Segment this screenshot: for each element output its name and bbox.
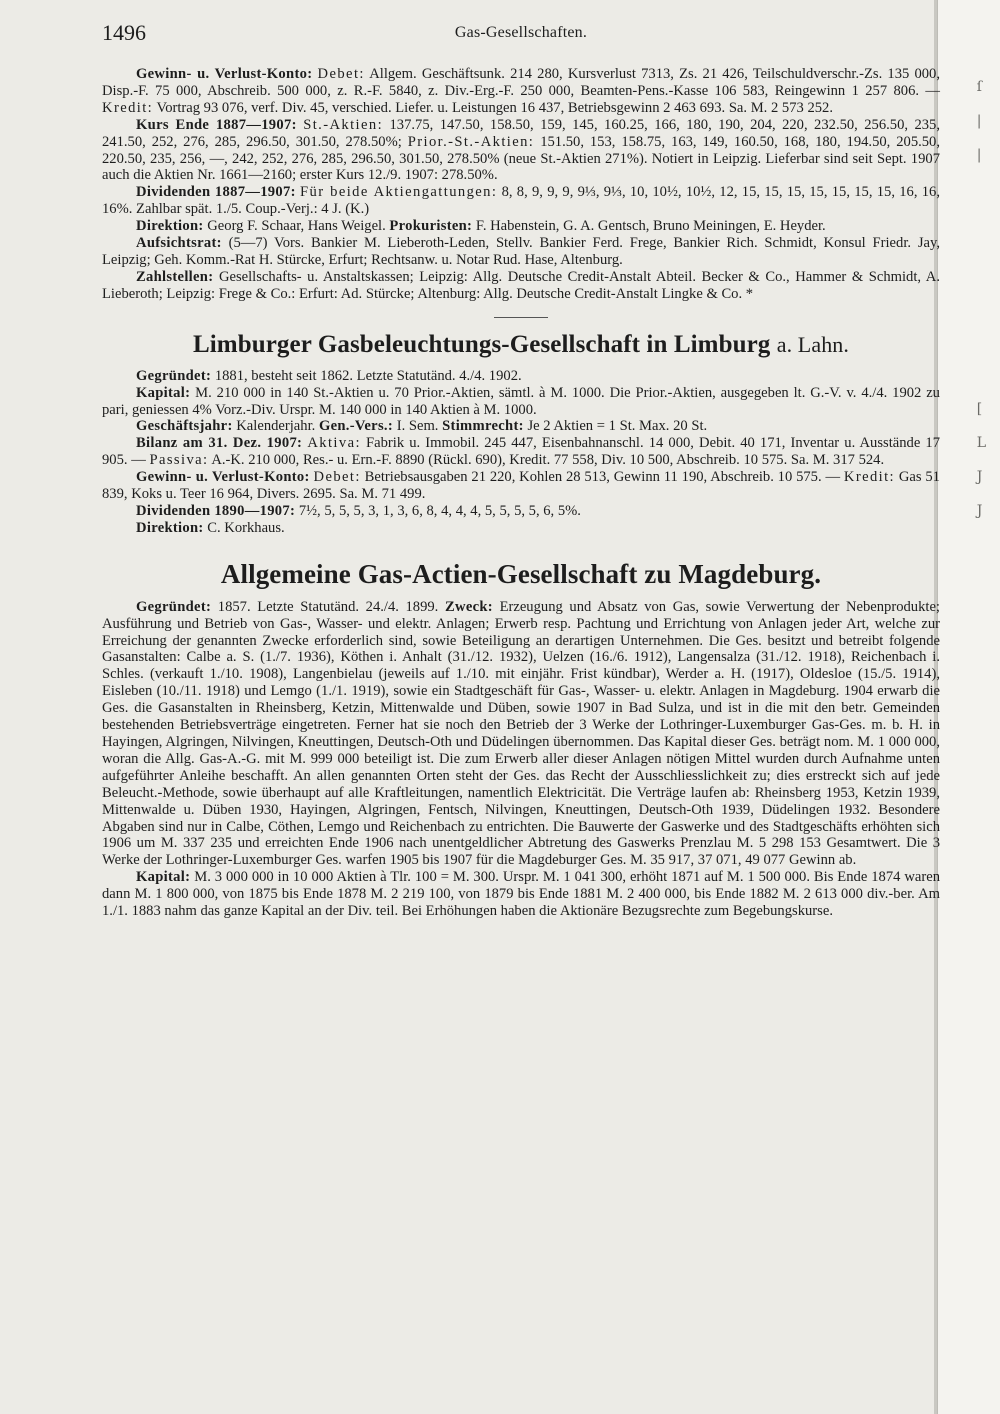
label: Kapital: xyxy=(136,869,191,886)
section1-aufsichtsrat xyxy=(102,235,940,269)
text: Erzeugung und Absatz von Gas, sowie Verwertung der Nebenprodukte; Ausführung und Betrieb von Gas-, Wasser- und elektr. Anlagen; Erwerb resp. Pachtung und Errichtung von Anlagen jeder Art, welche zur Erreichung der genannten Zwecke erforderlich sind, sowie Beteiligung an derartigen Unternehmen. Die Ges. besitzt und betreibt folgende Gasanstalten: Calbe a. S. (1./7. 1936), Köthen i. Anhalt (31./12. 1932), Uelzen (16./6. 1912), Langensalza (31./12. 1918), Reichenbach i. Schles. (verkauft 1./10. 1908), Langenbielau (jeweils auf 1./10. mit einjähr. Frist kündbar), Werder a. H. (1917), Oldesloe (15./5. 1914), Eisleben (10./11. 1918) und Lemgo (1./1. 1919), sowie ein Stadtgeschäft für Gas-, Wasser- u. elektr. Anlagen in Magdeburg. 1904 erwarb die Ges. die Gasanstalten in Rheinsberg, Ketzin, Mittenwalde und Düben, sowie 1907 in Bad Sulza, und ist in die mit den betr. Gemeinden bestehenden Betriebsverträge eingetreten. Ferner hat sie noch den Betrieb der 3 Werke der Lothringer-Luxemburger Gas-Ges. m. b. H. in Hayingen, Algringen, Nilvingen, Kneuttingen, Deutsch-Oth und Düdelingen übernommen. Das Kapital dieser Ges. beträgt nom. M. 1 000 000, woran die Allg. Gas-A.-G. mit M. 999 000 beteiligt ist. Die zum Erwerb aller dieser Anlagen nötigen Mittel wurden durch Aufnahme unten aufgeführter Anleihe beschafft. An allen genannten Orten steht der Ges. das Recht der Ausschliesslichkeit zu; dies erstreckt sich auf jede Beleucht.-Methode, sowie überhaupt auf alle Kraftleitungen, namentlich Elektricität. Die Verträge laufen ab: Rheinsberg 1953, Ketzin 1939, Mittenwalde u. Düben 1930, Hayingen, Algringen, Fentsch, Nilvingen, Kneuttingen, Deutsch-Oth 1939, Düdelingen 1932. Besondere Abgaben sind nur in Calbe, Cöthen, Lemgo und Reichenbach zu entrichten. Die Bauwerte der Gaswerke und des Stadtgeschäfts erhöhten sich 1906 um M. 337 235 und erreichten Ende 1906 nach unentgeldlicher Abtretung des Gaswerks Prenzlau M. 5 298 153 Gesamtwert. Die 3 Werke der Lothringer-Luxemburger Ges. warfen 1905 bis 1907 für die Magdeburger Ges. M. 35 917, 37 071, 49 077 Gewinn ab. xyxy=(102,598,940,869)
label: Aufsichtsrat: xyxy=(136,235,222,252)
text: Vortrag 93 076, verf. Div. 45, verschied. Liefer. u. Leistungen 16 437, Betriebsgewinn 2 463 693. Sa. M. 2 573 252. xyxy=(156,99,834,116)
margin-mark: [ xyxy=(976,401,983,417)
label: Dividenden 1890—1907: xyxy=(136,502,296,519)
page-body xyxy=(102,66,940,920)
label-kredit: Kredit: xyxy=(102,99,154,116)
label: Gewinn- u. Verlust-Konto: xyxy=(136,66,313,82)
section2-kapital xyxy=(102,385,940,419)
label-debet: Debet: xyxy=(317,66,365,82)
text: (5—7) Vors. Bankier M. Lieberoth-Leden, Stellv. Bankier Ferd. Frege, Bankier Rich. Schmidt, Konsul Friedr. Jay, Leipzig; Geh. Komm.-Rat H. Stürcke, Erfurt; Rechtsanw. u. Notar Rud. Hase, Altenburg. xyxy=(102,235,940,268)
text: Betriebsausgaben 21 220, Kohlen 28 513, Gewinn 11 190, Abschreib. 10 575. — xyxy=(364,469,841,486)
label-beide: Für beide Aktiengattungen: xyxy=(300,184,498,201)
text: I. Sem. xyxy=(396,418,439,435)
page-header xyxy=(102,20,940,50)
text: 1881, besteht seit 1862. Letzte Statutänd. 4./4. 1902. xyxy=(214,367,522,384)
margin-mark: ſ xyxy=(976,79,982,95)
label: Bilanz am 31. Dez. 1907: xyxy=(136,435,303,452)
section1-dividenden xyxy=(102,184,940,218)
text: 1857. Letzte Statutänd. 24./4. 1899. xyxy=(217,598,439,615)
label-aktiva: Aktiva: xyxy=(307,435,361,452)
label: Geschäftsjahr: xyxy=(136,418,233,435)
text: Kalenderjahr. xyxy=(236,418,316,435)
section1-gewinn-konto xyxy=(102,66,940,117)
section2-bilanz xyxy=(102,435,940,469)
company-title xyxy=(102,559,940,589)
section2-dividenden xyxy=(102,503,940,520)
company-name: Limburger Gasbeleuchtungs-Gesellschaft in Limburg xyxy=(192,330,771,358)
company-name-suffix: a. Lahn. xyxy=(776,331,850,357)
section-divider xyxy=(494,317,548,318)
label: Gegründet: xyxy=(136,598,212,615)
text: Allgem. Geschäftsunk. 214 280, Kursverlust 7313, Zs. 21 426, Teilschuldverschr.-Zs. 135 000, Disp.-F. 75 000, Abschreib. 500 000, z. R.-F. 5840, z. Div.-Erg.-F. 250 000, Beamten-Pens.-Kasse 106 583, Reingewinn 1 257 806. — xyxy=(102,66,940,99)
label: Kapital: xyxy=(136,384,191,401)
label: Zweck: xyxy=(444,598,493,615)
label: Kurs Ende 1887—1907: xyxy=(136,116,297,133)
margin-mark: L xyxy=(976,435,986,451)
company-title xyxy=(102,330,940,360)
margin-mark: | xyxy=(976,113,982,129)
section3-gegruendet xyxy=(102,599,940,870)
adjacent-page-edge xyxy=(937,0,1000,1414)
text: Georg F. Schaar, Hans Weigel. xyxy=(207,218,386,235)
label: Dividenden 1887—1907: xyxy=(136,184,296,201)
text: F. Habenstein, G. A. Gentsch, Bruno Meiningen, E. Heyder. xyxy=(475,218,826,235)
text: Gesellschafts- u. Anstaltskassen; Leipzig: Allg. Deutsche Credit-Anstalt Abteil. Becker & Co., Hammer & Schmidt, A. Lieberoth; Leipzig: Frege & Co.: Erfurt: Ad. Stürcke; Altenburg: Allg. Deutsche Credit-Anstalt Lingke & Co. * xyxy=(102,268,940,302)
page-number: 1496 xyxy=(102,20,146,45)
section1-zahlstellen xyxy=(102,269,940,303)
text: M. 3 000 000 in 10 000 Aktien à Tlr. 100 = M. 300. Urspr. M. 1 041 300, erhöht 1871 auf M. 1 500 000. Bis Ende 1874 waren dann M. 1 800 000, von 1875 bis Ende 1878 M. 2 219 100, von 1879 bis Ende 1881 M. 2 400 000, bis Ende 1882 M. 2 613 000 div.-ber. Am 1./1. 1883 nahm das ganze Kapital an der Div. teil. Bei Erhöhungen haben die Aktionäre Bezugsrechte zum Begebungskurse. xyxy=(102,869,940,920)
text: Gas 51 839, Koks u. Teer 16 964, Divers. 2695. Sa. M. 71 499. xyxy=(102,469,940,503)
text: M. 210 000 in 140 St.-Aktien u. 70 Prior.-Aktien, sämtl. à M. 1000. Die Prior.-Aktien, ausgegeben lt. G.-V. v. 4./4. 1902 zu pari, geniessen 4% Vorz.-Div. Urspr. M. 140 000 in 140 Aktien à M. 1000. xyxy=(102,384,940,418)
text: 7½, 5, 5, 5, 3, 1, 3, 6, 8, 4, 4, 4, 5, 5, 5, 5, 6, 5%. xyxy=(298,502,581,519)
text: 137.75, 147.50, 158.50, 159, 145, 160.25, 166, 180, 190, 204, 220, 232.50, 256.50, 235, 241.50, 252, 276, 285, 296.50, 301.50, 278.50%; xyxy=(102,116,940,150)
text: Je 2 Aktien = 1 St. Max. 20 St. xyxy=(527,418,708,435)
section2-direktion xyxy=(102,520,940,537)
section2-gewinn-konto xyxy=(102,469,940,503)
label: Stimmrecht: xyxy=(442,418,524,435)
margin-marks xyxy=(977,70,986,528)
company-name: Allgemeine Gas-Actien-Gesellschaft zu Magdeburg. xyxy=(220,558,822,589)
section2-gegruendet xyxy=(102,368,940,385)
text: 151.50, 153, 158.75, 163, 149, 160.50, 168, 180, 194.50, 205.50, 220.50, 235, 256, —, 242, 252, 276, 285, 296.50, 301.50, 278.50% (neue St.-Aktien 271%). Notiert in Leipzig. Lieferbar sind seit Sept. 1907 auch die Aktien Nr. 1661—2160; erster Kurs 12./9. 1907: 278.50%. xyxy=(102,133,941,184)
margin-mark: | xyxy=(976,147,982,163)
margin-mark: J xyxy=(976,503,983,519)
label-prior: Prior.-St.-Aktien: xyxy=(407,133,535,150)
text: C. Korkhaus. xyxy=(207,519,285,536)
text: 8, 8, 9, 9, 9, 9⅓, 9⅓, 10, 10½, 10½, 12, 15, 15, 15, 15, 15, 15, 15, 16, 16, 16%. Zahlbar spät. 1./5. Coup.-Verj.: 4 J. (K.) xyxy=(102,184,940,218)
label: Gegründet: xyxy=(136,367,212,384)
running-title: Gas-Gesellschaften. xyxy=(454,24,588,41)
margin-mark: J xyxy=(976,469,983,485)
label-st-aktien: St.-Aktien: xyxy=(303,116,384,133)
label: Gen.-Vers.: xyxy=(318,418,394,435)
label-passiva: Passiva: xyxy=(149,452,209,469)
text: A.-K. 210 000, Res.- u. Ern.-F. 8890 (Rückl. 690), Kredit. 77 558, Div. 10 500, Abschreib. 10 575. Sa. M. 317 524. xyxy=(211,452,885,469)
label: Zahlstellen: xyxy=(136,268,214,285)
label: Prokuristen: xyxy=(389,218,473,235)
text: Fabrik u. Immobil. 245 447, Eisenbahnanschl. 14 000, Debit. 40 171, Inventar u. Ausstände 17 905. — xyxy=(102,435,940,469)
section1-direktion xyxy=(102,218,940,235)
label: Direktion: xyxy=(136,218,204,235)
section3-kapital xyxy=(102,869,940,920)
label: Gewinn- u. Verlust-Konto: xyxy=(136,469,310,486)
label-kredit: Kredit: xyxy=(843,469,896,486)
section2-geschaeftsjahr xyxy=(102,418,940,435)
label-debet: Debet: xyxy=(313,469,361,486)
section1-kurs xyxy=(102,117,940,185)
label: Direktion: xyxy=(136,519,204,536)
